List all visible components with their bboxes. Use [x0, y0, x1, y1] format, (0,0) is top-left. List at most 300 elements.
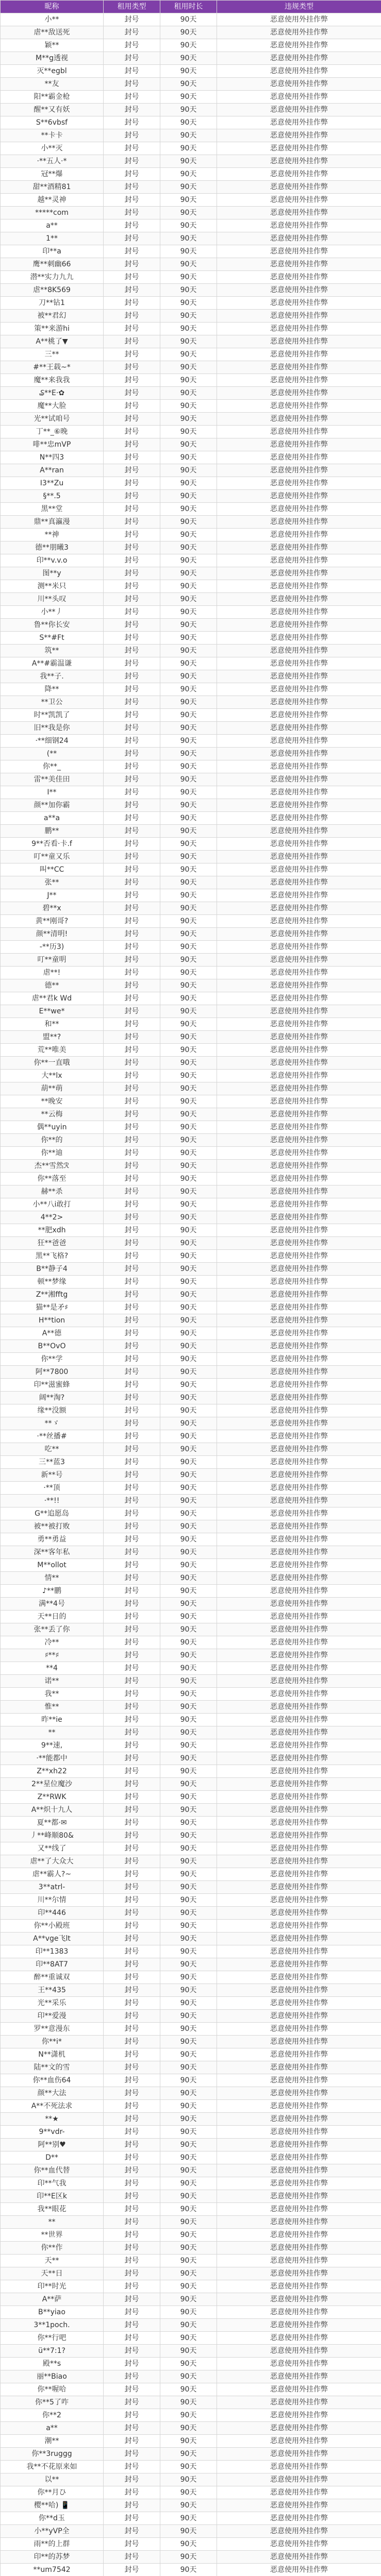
cell-violation-type: 恶意使用外挂作弊 — [217, 1611, 381, 1623]
cell-nickname: 夏**都·✉ — [1, 1817, 104, 1829]
cell-rent-type: 封号 — [104, 297, 160, 310]
cell-nickname: 虐**敌送死 — [1, 26, 104, 39]
cell-nickname: 雨**的上群 — [1, 2538, 104, 2551]
cell-rent-duration: 90天 — [160, 2306, 217, 2319]
table-row — [1, 1778, 381, 1791]
table-row — [1, 2100, 381, 2113]
cell-nickname: 以** — [1, 2473, 104, 2486]
table-row — [1, 2293, 381, 2306]
cell-violation-type: 恶意使用外挂作弊 — [217, 2499, 381, 2512]
cell-rent-duration: 90天 — [160, 2036, 217, 2048]
cell-rent-type: 封号 — [104, 1714, 160, 1726]
cell-nickname: 你**小殿班 — [1, 1920, 104, 1933]
table-row — [1, 657, 381, 670]
cell-violation-type: 恶意使用外挂作弊 — [217, 2216, 381, 2229]
cell-rent-duration: 90天 — [160, 2190, 217, 2203]
cell-nickname: 小** — [1, 13, 104, 26]
cell-violation-type: 恶意使用外挂作弊 — [217, 1314, 381, 1327]
cell-nickname: 王**435 — [1, 1984, 104, 1997]
cell-violation-type: 恶意使用外挂作弊 — [217, 954, 381, 967]
cell-rent-type: 封号 — [104, 129, 160, 142]
cell-violation-type: 恶意使用外挂作弊 — [217, 1070, 381, 1082]
cell-rent-type: 封号 — [104, 1018, 160, 1031]
cell-nickname: 吃** — [1, 1443, 104, 1456]
cell-rent-duration: 90天 — [160, 1095, 217, 1108]
cell-rent-duration: 90天 — [160, 1714, 217, 1726]
table-row — [1, 992, 381, 1005]
cell-violation-type: 恶意使用外挂作弊 — [217, 1546, 381, 1559]
cell-rent-duration: 90天 — [160, 116, 217, 129]
cell-rent-type: 封号 — [104, 503, 160, 516]
cell-rent-duration: 90天 — [160, 1301, 217, 1314]
table-body — [1, 13, 381, 2576]
cell-rent-type: 封号 — [104, 915, 160, 928]
cell-rent-duration: 90天 — [160, 374, 217, 387]
table-row — [1, 2023, 381, 2036]
cell-rent-type: 封号 — [104, 323, 160, 335]
cell-rent-duration: 90天 — [160, 851, 217, 863]
cell-rent-duration: 90天 — [160, 709, 217, 722]
cell-rent-duration: 90天 — [160, 284, 217, 297]
cell-violation-type: 恶意使用外挂作弊 — [217, 1984, 381, 1997]
cell-rent-type: 封号 — [104, 2345, 160, 2358]
cell-nickname: 川**尔情 — [1, 1894, 104, 1907]
cell-rent-duration: 90天 — [160, 593, 217, 606]
table-row — [1, 2319, 381, 2332]
table-row — [1, 632, 381, 645]
table-row — [1, 1482, 381, 1495]
cell-rent-type: 封号 — [104, 799, 160, 812]
cell-nickname: 我**眼花 — [1, 2203, 104, 2216]
cell-nickname: 满**4号 — [1, 1598, 104, 1611]
cell-rent-type: 封号 — [104, 2396, 160, 2409]
cell-violation-type: 恶意使用外挂作弊 — [217, 2319, 381, 2332]
cell-rent-type: 封号 — [104, 2190, 160, 2203]
cell-rent-duration: 90天 — [160, 2229, 217, 2242]
table-row — [1, 1855, 381, 1868]
cell-nickname: ·**细钢24 — [1, 735, 104, 748]
cell-nickname: 三** — [1, 348, 104, 361]
cell-nickname: 丿**峰顺80& — [1, 1829, 104, 1842]
cell-rent-type: 封号 — [104, 1276, 160, 1289]
cell-nickname: A**不死法求 — [1, 2100, 104, 2113]
cell-rent-type: 封号 — [104, 1353, 160, 1366]
cell-violation-type: 恶意使用外挂作弊 — [217, 812, 381, 825]
cell-nickname: a** — [1, 219, 104, 232]
cell-violation-type: 恶意使用外挂作弊 — [217, 1623, 381, 1636]
cell-rent-type: 封号 — [104, 529, 160, 541]
cell-violation-type: 恶意使用外挂作弊 — [217, 297, 381, 310]
cell-nickname: 葫**萌 — [1, 1082, 104, 1095]
cell-violation-type: 恶意使用外挂作弊 — [217, 1443, 381, 1456]
cell-rent-type: 封号 — [104, 812, 160, 825]
cell-rent-duration: 90天 — [160, 2100, 217, 2113]
cell-violation-type: 恶意使用外挂作弊 — [217, 2023, 381, 2036]
table-row — [1, 142, 381, 155]
cell-nickname: 你**学 — [1, 1353, 104, 1366]
table-row — [1, 1108, 381, 1121]
cell-violation-type: 恶意使用外挂作弊 — [217, 1533, 381, 1546]
cell-rent-type: 封号 — [104, 992, 160, 1005]
table-row — [1, 2036, 381, 2048]
cell-rent-type: 封号 — [104, 1585, 160, 1598]
cell-rent-duration: 90天 — [160, 1057, 217, 1070]
cell-violation-type: 恶意使用外挂作弊 — [217, 554, 381, 567]
table-row — [1, 606, 381, 619]
cell-violation-type: 恶意使用外挂作弊 — [217, 2151, 381, 2164]
table-row — [1, 116, 381, 129]
table-row — [1, 245, 381, 258]
cell-nickname: A**炽十九人 — [1, 1804, 104, 1817]
table-row — [1, 902, 381, 915]
cell-rent-duration: 90天 — [160, 232, 217, 245]
cell-violation-type: 恶意使用外挂作弊 — [217, 1907, 381, 1920]
table-row — [1, 1662, 381, 1675]
cell-violation-type: 恶意使用外挂作弊 — [217, 1997, 381, 2010]
cell-rent-type: 封号 — [104, 490, 160, 503]
cell-rent-type: 封号 — [104, 2023, 160, 2036]
table-row — [1, 168, 381, 181]
cell-rent-duration: 90天 — [160, 876, 217, 889]
cell-rent-type: 封号 — [104, 451, 160, 464]
cell-violation-type: 恶意使用外挂作弊 — [217, 413, 381, 426]
cell-violation-type: 恶意使用外挂作弊 — [217, 1430, 381, 1443]
cell-rent-duration: 90天 — [160, 142, 217, 155]
cell-rent-type: 封号 — [104, 1636, 160, 1649]
cell-nickname: 9**否看·卡.f — [1, 838, 104, 851]
cell-rent-duration: 90天 — [160, 1649, 217, 1662]
cell-violation-type: 恶意使用外挂作弊 — [217, 709, 381, 722]
cell-rent-duration: 90天 — [160, 541, 217, 554]
cell-rent-type: 封号 — [104, 1520, 160, 1533]
cell-nickname: 丁**_⑥晚 — [1, 426, 104, 438]
table-row — [1, 1572, 381, 1585]
cell-rent-duration: 90天 — [160, 413, 217, 426]
cell-nickname: 三**蓝3 — [1, 1456, 104, 1469]
table-row — [1, 1636, 381, 1649]
table-row — [1, 735, 381, 748]
cell-rent-duration: 90天 — [160, 863, 217, 876]
cell-rent-duration: 90天 — [160, 2255, 217, 2267]
table-row — [1, 1881, 381, 1894]
cell-rent-type: 封号 — [104, 387, 160, 400]
cell-violation-type: 恶意使用外挂作弊 — [217, 2358, 381, 2370]
cell-rent-type: 封号 — [104, 1791, 160, 1804]
cell-rent-type: 封号 — [104, 825, 160, 838]
cell-nickname: 4**2> — [1, 1211, 104, 1224]
cell-nickname: E**we* — [1, 1005, 104, 1018]
cell-rent-type: 封号 — [104, 39, 160, 52]
cell-violation-type: 恶意使用外挂作弊 — [217, 1636, 381, 1649]
cell-violation-type: 恶意使用外挂作弊 — [217, 992, 381, 1005]
cell-rent-duration: 90天 — [160, 2551, 217, 2564]
cell-nickname: N**潇机 — [1, 2048, 104, 2061]
cell-rent-duration: 90天 — [160, 2473, 217, 2486]
cell-violation-type: 恶意使用外挂作弊 — [217, 1804, 381, 1817]
table-row — [1, 941, 381, 954]
cell-violation-type: 恶意使用外挂作弊 — [217, 1829, 381, 1842]
table-row — [1, 863, 381, 876]
cell-nickname: 9**速, — [1, 1739, 104, 1752]
table-row — [1, 323, 381, 335]
cell-nickname: 诺** — [1, 1675, 104, 1688]
table-row — [1, 2538, 381, 2551]
cell-rent-duration: 90天 — [160, 2370, 217, 2383]
table-row — [1, 1997, 381, 2010]
table-row — [1, 851, 381, 863]
cell-violation-type: 恶意使用外挂作弊 — [217, 13, 381, 26]
table-row — [1, 928, 381, 941]
cell-rent-duration: 90天 — [160, 606, 217, 619]
cell-rent-duration: 90天 — [160, 2435, 217, 2448]
cell-rent-type: 封号 — [104, 1198, 160, 1211]
cell-rent-type: 封号 — [104, 2164, 160, 2177]
cell-rent-type: 封号 — [104, 1572, 160, 1585]
table-row — [1, 1211, 381, 1224]
cell-violation-type: 恶意使用外挂作弊 — [217, 1095, 381, 1108]
table-row — [1, 490, 381, 503]
cell-violation-type: 恶意使用外挂作弊 — [217, 348, 381, 361]
table-row — [1, 645, 381, 657]
cell-rent-duration: 90天 — [160, 1340, 217, 1353]
cell-nickname: 张** — [1, 876, 104, 889]
cell-rent-duration: 90天 — [160, 1611, 217, 1623]
table-row — [1, 1198, 381, 1211]
cell-rent-duration: 90天 — [160, 1804, 217, 1817]
cell-nickname: 小**八i敢打 — [1, 1198, 104, 1211]
cell-nickname: 我**子. — [1, 670, 104, 683]
cell-violation-type: 恶意使用外挂作弊 — [217, 2074, 381, 2087]
cell-rent-duration: 90天 — [160, 1971, 217, 1984]
cell-rent-type: 封号 — [104, 606, 160, 619]
cell-rent-type: 封号 — [104, 374, 160, 387]
cell-violation-type: 恶意使用外挂作弊 — [217, 451, 381, 464]
cell-nickname: 天**日的 — [1, 1611, 104, 1623]
cell-violation-type: 恶意使用外挂作弊 — [217, 1971, 381, 1984]
cell-violation-type: 恶意使用外挂作弊 — [217, 2061, 381, 2074]
cell-rent-duration: 90天 — [160, 2203, 217, 2216]
table-row — [1, 1224, 381, 1237]
cell-rent-type: 封号 — [104, 2036, 160, 2048]
cell-rent-type: 封号 — [104, 2383, 160, 2396]
cell-rent-type: 封号 — [104, 2499, 160, 2512]
cell-rent-duration: 90天 — [160, 645, 217, 657]
table-row — [1, 2164, 381, 2177]
cell-nickname: 天** — [1, 2255, 104, 2267]
table-row — [1, 1520, 381, 1533]
cell-nickname: **4 — [1, 1662, 104, 1675]
cell-rent-type: 封号 — [104, 1327, 160, 1340]
cell-violation-type: 恶意使用外挂作弊 — [217, 1276, 381, 1289]
cell-rent-duration: 90天 — [160, 2023, 217, 2036]
table-row — [1, 155, 381, 168]
cell-rent-duration: 90天 — [160, 2087, 217, 2100]
cell-nickname: 测**米只 — [1, 580, 104, 593]
cell-nickname: 印**时光 — [1, 2280, 104, 2293]
cell-rent-duration: 90天 — [160, 632, 217, 645]
cell-violation-type: 恶意使用外挂作弊 — [217, 219, 381, 232]
cell-rent-duration: 90天 — [160, 1366, 217, 1379]
table-row — [1, 696, 381, 709]
cell-nickname: ♯**♯ — [1, 1649, 104, 1662]
table-row — [1, 1958, 381, 1971]
table-row — [1, 1276, 381, 1289]
cell-rent-type: 封号 — [104, 1340, 160, 1353]
cell-nickname: 潜**实力九九 — [1, 271, 104, 284]
cell-rent-duration: 90天 — [160, 619, 217, 632]
cell-violation-type: 恶意使用外挂作弊 — [217, 619, 381, 632]
table-row — [1, 13, 381, 26]
cell-rent-type: 封号 — [104, 2409, 160, 2422]
cell-rent-type: 封号 — [104, 760, 160, 773]
cell-nickname: A**萨 — [1, 2293, 104, 2306]
cell-rent-duration: 90天 — [160, 1469, 217, 1482]
cell-nickname: **卡卡 — [1, 129, 104, 142]
cell-rent-duration: 90天 — [160, 155, 217, 168]
cell-violation-type: 恶意使用外挂作弊 — [217, 567, 381, 580]
cell-rent-type: 封号 — [104, 2216, 160, 2229]
table-row — [1, 1507, 381, 1520]
cell-violation-type: 恶意使用外挂作弊 — [217, 825, 381, 838]
header-rent-duration: 租用时长 — [160, 1, 217, 13]
cell-nickname: 图**y — [1, 567, 104, 580]
cell-rent-type: 封号 — [104, 1289, 160, 1301]
cell-rent-type: 封号 — [104, 2370, 160, 2383]
table-row — [1, 1739, 381, 1752]
cell-rent-duration: 90天 — [160, 2151, 217, 2164]
cell-nickname: Z**湘fftg — [1, 1289, 104, 1301]
cell-rent-duration: 90天 — [160, 258, 217, 271]
cell-nickname: 叫**CC — [1, 863, 104, 876]
table-row — [1, 2409, 381, 2422]
cell-nickname: 潮** — [1, 2435, 104, 2448]
cell-rent-duration: 90天 — [160, 1160, 217, 1173]
cell-rent-type: 封号 — [104, 52, 160, 65]
cell-nickname: 丽**Biao — [1, 2370, 104, 2383]
cell-rent-type: 封号 — [104, 361, 160, 374]
cell-violation-type: 恶意使用外挂作弊 — [217, 1379, 381, 1392]
cell-violation-type: 恶意使用外挂作弊 — [217, 2255, 381, 2267]
cell-nickname: 阿**7800 — [1, 1366, 104, 1379]
cell-rent-type: 封号 — [104, 902, 160, 915]
cell-rent-duration: 90天 — [160, 1778, 217, 1791]
cell-rent-duration: 90天 — [160, 773, 217, 786]
cell-rent-duration: 90天 — [160, 1984, 217, 1997]
cell-nickname: 顿**梦缘 — [1, 1276, 104, 1289]
cell-violation-type: 恶意使用外挂作弊 — [217, 967, 381, 979]
cell-rent-duration: 90天 — [160, 1237, 217, 1250]
table-row — [1, 2126, 381, 2139]
cell-rent-duration: 90天 — [160, 1598, 217, 1611]
cell-rent-duration: 90天 — [160, 1031, 217, 1044]
cell-nickname: 魔**来我我 — [1, 374, 104, 387]
cell-rent-type: 封号 — [104, 2551, 160, 2564]
cell-nickname: §**.5 — [1, 490, 104, 503]
cell-violation-type: 恶意使用外挂作弊 — [217, 928, 381, 941]
cell-nickname: 印**1383 — [1, 1945, 104, 1958]
cell-violation-type: 恶意使用外挂作弊 — [217, 1005, 381, 1018]
cell-rent-type: 封号 — [104, 1894, 160, 1907]
cell-nickname: 3**atrl- — [1, 1881, 104, 1894]
cell-violation-type: 恶意使用外挂作弊 — [217, 2383, 381, 2396]
cell-rent-duration: 90天 — [160, 2486, 217, 2499]
cell-rent-duration: 90天 — [160, 992, 217, 1005]
table-row — [1, 1301, 381, 1314]
table-row — [1, 1057, 381, 1070]
cell-violation-type: 恶意使用外挂作弊 — [217, 1211, 381, 1224]
cell-rent-type: 封号 — [104, 142, 160, 155]
cell-rent-type: 封号 — [104, 1160, 160, 1173]
cell-rent-type: 封号 — [104, 2126, 160, 2139]
cell-rent-type: 封号 — [104, 78, 160, 91]
cell-rent-type: 封号 — [104, 593, 160, 606]
table-row — [1, 2370, 381, 2383]
cell-nickname: 虐**8K569 — [1, 284, 104, 297]
cell-rent-type: 封号 — [104, 632, 160, 645]
table-row — [1, 361, 381, 374]
table-row — [1, 760, 381, 773]
cell-nickname: 樱**哈) 📱 — [1, 2499, 104, 2512]
table-row — [1, 503, 381, 516]
cell-violation-type: 恶意使用外挂作弊 — [217, 2512, 381, 2525]
cell-violation-type: 恶意使用外挂作弊 — [217, 657, 381, 670]
cell-nickname: 9**vdr- — [1, 2126, 104, 2139]
cell-nickname: 和** — [1, 1018, 104, 1031]
cell-rent-type: 封号 — [104, 2461, 160, 2473]
cell-rent-duration: 90天 — [160, 451, 217, 464]
cell-rent-duration: 90天 — [160, 1263, 217, 1276]
cell-rent-duration: 90天 — [160, 825, 217, 838]
table-row — [1, 52, 381, 65]
cell-nickname: 虐**! — [1, 967, 104, 979]
cell-violation-type: 恶意使用外挂作弊 — [217, 645, 381, 657]
table-row — [1, 2242, 381, 2255]
cell-rent-type: 封号 — [104, 1662, 160, 1675]
cell-rent-type: 封号 — [104, 1598, 160, 1611]
cell-nickname: ·**能都中 — [1, 1752, 104, 1765]
cell-rent-duration: 90天 — [160, 1044, 217, 1057]
cell-violation-type: 恶意使用外挂作弊 — [217, 1507, 381, 1520]
cell-nickname: 颜**清明! — [1, 928, 104, 941]
cell-violation-type: 恶意使用外挂作弊 — [217, 1366, 381, 1379]
cell-rent-type: 封号 — [104, 2177, 160, 2190]
cell-rent-duration: 90天 — [160, 1443, 217, 1456]
table-row — [1, 1031, 381, 1044]
cell-nickname: 你**行吧 — [1, 2332, 104, 2345]
cell-violation-type: 恶意使用外挂作弊 — [217, 863, 381, 876]
table-row — [1, 258, 381, 271]
table-row — [1, 335, 381, 348]
cell-rent-duration: 90天 — [160, 1173, 217, 1185]
cell-nickname: 颜**大法 — [1, 2087, 104, 2100]
cell-violation-type: 恶意使用外挂作弊 — [217, 1031, 381, 1044]
header-violation-type: 违规类型 — [217, 1, 381, 13]
cell-violation-type: 恶意使用外挂作弊 — [217, 2242, 381, 2255]
cell-rent-duration: 90天 — [160, 1842, 217, 1855]
cell-violation-type: 恶意使用外挂作弊 — [217, 2229, 381, 2242]
cell-rent-duration: 90天 — [160, 1752, 217, 1765]
cell-violation-type: 恶意使用外挂作弊 — [217, 2435, 381, 2448]
table-row — [1, 297, 381, 310]
cell-violation-type: 恶意使用外挂作弊 — [217, 2486, 381, 2499]
cell-nickname: I3**Zu — [1, 477, 104, 490]
cell-rent-type: 封号 — [104, 194, 160, 207]
cell-violation-type: 恶意使用外挂作弊 — [217, 1649, 381, 1662]
cell-rent-type: 封号 — [104, 2203, 160, 2216]
cell-nickname: 深**客年私 — [1, 1546, 104, 1559]
cell-violation-type: 恶意使用外挂作弊 — [217, 2126, 381, 2139]
cell-violation-type: 恶意使用外挂作弊 — [217, 1881, 381, 1894]
